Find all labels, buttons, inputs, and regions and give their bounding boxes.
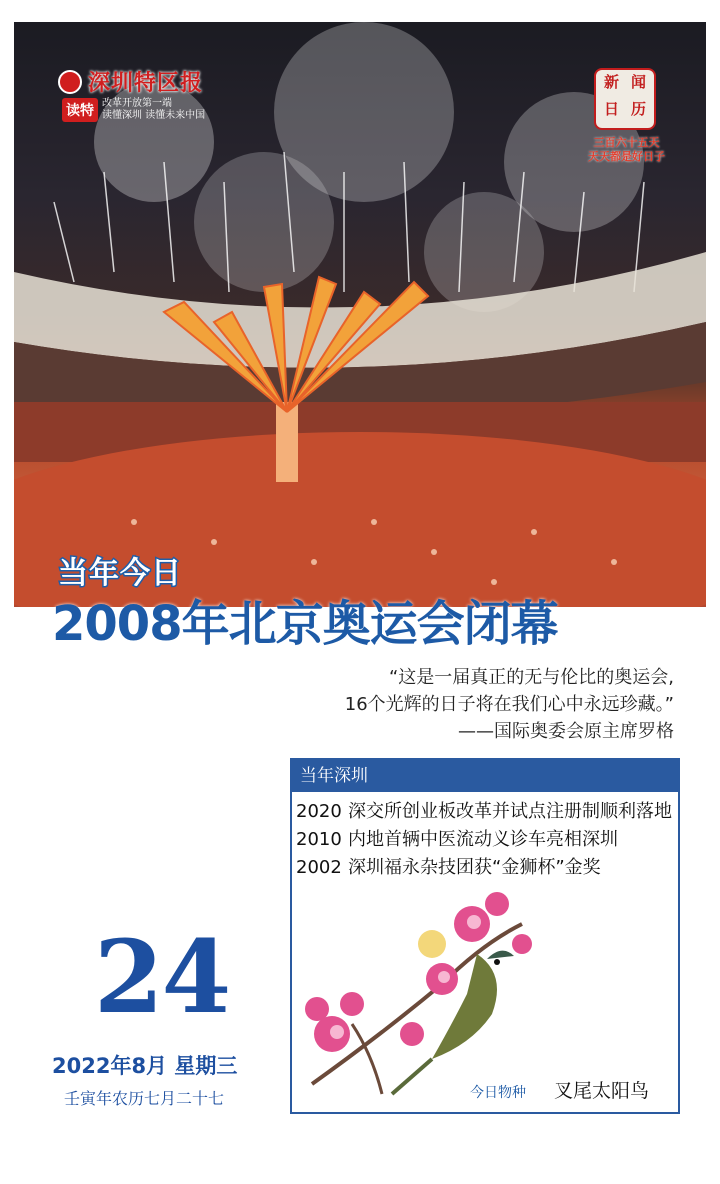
quote-block (345, 664, 674, 745)
stamp-caption (588, 136, 665, 164)
quote-attribution: ——国际奥委会原主席罗格 (458, 721, 674, 742)
event-year: 2010 (296, 829, 342, 850)
stamp-caption-line1: 三百六十五天 (593, 136, 660, 149)
event-text: 深交所创业板改革并试点注册制顺利落地 (348, 801, 672, 822)
stamp-char-4: 历 (630, 100, 646, 118)
month-weekday: 2022年8月 星期三 (52, 1054, 238, 1078)
lunar-date: 壬寅年农历七月二十七 (64, 1089, 225, 1108)
app-tagline-line2: 读懂深圳 读懂未来中国 (102, 110, 206, 121)
shenzhen-history-panel (290, 758, 680, 1114)
day-number: 24 (94, 918, 230, 1036)
event-text: 内地首辆中医流动义诊车亮相深圳 (348, 829, 618, 850)
newspaper-logo (58, 66, 203, 97)
event-year: 2020 (296, 801, 342, 822)
event-item (292, 826, 678, 854)
stamp-char-2: 闻 (630, 73, 646, 91)
app-logo (62, 98, 205, 122)
kicker-this-day: 当年今日 (58, 556, 182, 591)
stamp-char-3: 日 (603, 100, 619, 118)
quote-line1: “这是一届真正的无与伦比的奥运会, (388, 667, 674, 688)
event-year: 2002 (296, 857, 342, 878)
stamp-char-1: 新 (603, 73, 619, 91)
quote-line2: 16个光辉的日子将在我们心中永远珍藏。” (344, 694, 674, 715)
app-tagline (102, 98, 205, 122)
event-item (292, 798, 678, 826)
stamp-caption-line2: 天天都是好日子 (588, 150, 665, 163)
headline-title: 2008年北京奥运会闭幕 (52, 596, 558, 652)
species-name: 叉尾太阳鸟 (554, 1080, 650, 1102)
app-tagline-line1: 改革开放第一端 (102, 98, 172, 109)
panel-title: 当年深圳 (292, 760, 678, 792)
logo-text: 深圳特区报 (88, 70, 204, 96)
news-calendar-stamp (594, 68, 656, 130)
logo-emblem-icon (58, 70, 82, 94)
species-label: 今日物种 (470, 1085, 526, 1101)
event-text: 深圳福永杂技团获“金狮杯”金奖 (348, 857, 601, 878)
app-badge: 读特 (62, 98, 98, 122)
event-item (292, 854, 678, 882)
event-list (292, 792, 678, 882)
